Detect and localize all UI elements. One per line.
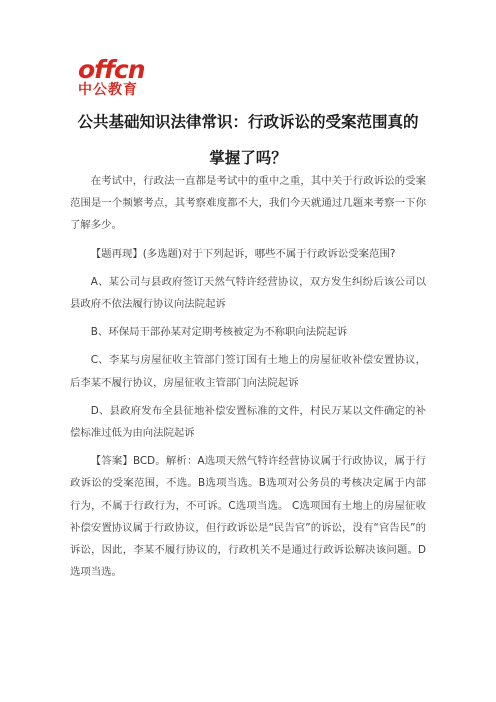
option-c: C、李某与房屋征收主管部门签订国有土地上的房屋征收补偿安置协议，后李某不履行协议，房屋征收主管部门向法院起诉	[70, 354, 426, 389]
logo-chinese-name: 中公教育	[78, 82, 138, 98]
option-b: B、环保局干部孙某对定期考核被定为不称职向法院起诉	[90, 326, 348, 339]
article-title: 公共基础知识法律常识：行政诉讼的受案范围真的掌握了吗？	[77, 113, 419, 167]
logo-wordmark: offcn	[78, 55, 145, 84]
option-a: A、某公司与县政府签订天然气特许经营协议，双方发生纠纷后该公司以县政府不依法履行协议向法院起诉	[70, 275, 426, 311]
answer-paragraph: 【答案】BCD。解析：A选项天然气特许经营协议属于行政协议，属于行政诉讼的受案范围，不选。B选项当选。B选项对公务员的考核决定属于内部行为，不属于行政行为，不可诉。C选项当选。 C选项国有土地上的房屋征收补偿安置协议属于行政协议，但行政诉讼是“民告官”的诉讼，没有“官告民”的诉讼，因此，李某不履行协议的，行政机关不是通过行政诉讼解决该问题。D选项当选。	[70, 455, 426, 579]
offcn-logo	[78, 55, 178, 98]
question-paragraph: 【题再现】(多选题)对于下列起诉，哪些不属于行政诉讼受案范围?	[90, 247, 396, 260]
option-d: D、县政府发布全县征地补偿安置标准的文件，村民万某以文件确定的补偿标准过低为由向法院起诉	[70, 404, 426, 440]
article-body	[70, 170, 426, 589]
intro-paragraph: 在考试中，行政法一直都是考试中的重中之重，其中关于行政诉讼的受案范围是一个频繁考点，其考察难度都不大，我们今天就通过几题来考察一下你了解多少。	[70, 175, 426, 232]
